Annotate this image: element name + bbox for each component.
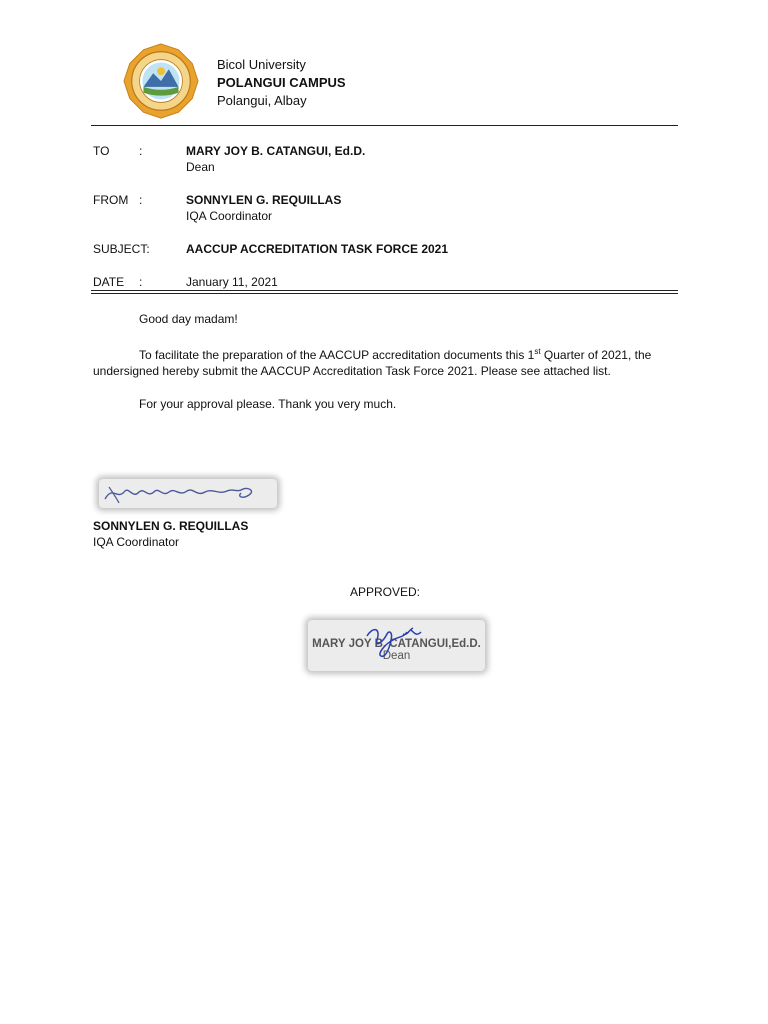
body-paragraph-part2: Quarter of 2021, the undersigned hereby submit the AACCUP Accreditation Task Force 2021. Please see attached list. — [93, 348, 652, 378]
campus-name: POLANGUI CAMPUS — [217, 75, 346, 90]
memo-header — [0, 0, 768, 300]
sender-name: SONNYLEN G. REQUILLAS — [93, 519, 249, 533]
subject-label: SUBJECT: — [93, 242, 150, 256]
campus-location: Polangui, Albay — [217, 93, 307, 108]
memo-body — [93, 311, 683, 412]
ordinal-suffix: st — [534, 347, 541, 356]
to-name: MARY JOY B. CATANGUI, Ed.D. — [186, 144, 366, 158]
sender-title: IQA Coordinator — [93, 535, 180, 549]
date-colon: : — [139, 275, 143, 289]
subject-value: AACCUP ACCREDITATION TASK FORCE 2021 — [186, 242, 449, 256]
date-label: DATE — [93, 275, 125, 289]
sender-signature — [99, 479, 277, 508]
approval-stamp — [308, 620, 485, 671]
approver-name: MARY JOY B. CATANGUI,Ed.D. — [312, 638, 481, 650]
approver-signature-icon — [363, 622, 433, 662]
memo-divider-top — [91, 290, 678, 291]
body-paragraph-part1: To facilitate the preparation of the AACCUP accreditation documents this 1 — [139, 348, 535, 362]
from-name: SONNYLEN G. REQUILLAS — [186, 193, 342, 207]
closing-line: For your approval please. Thank you very much. — [139, 397, 397, 411]
from-title: IQA Coordinator — [186, 209, 273, 223]
to-title: Dean — [186, 160, 215, 174]
greeting: Good day madam! — [139, 312, 238, 326]
from-label: FROM — [93, 193, 129, 207]
from-colon: : — [139, 193, 143, 207]
sender-block — [93, 518, 248, 550]
to-label: TO — [93, 144, 110, 158]
signature-scribble-icon — [99, 479, 277, 508]
approver-title: Dean — [382, 650, 411, 662]
memo-divider-bottom — [91, 293, 678, 294]
to-colon: : — [139, 144, 143, 158]
date-value: January 11, 2021 — [186, 275, 278, 289]
body-paragraph — [93, 344, 683, 379]
university-name: Bicol University — [217, 57, 306, 72]
approved-label: APPROVED: — [350, 585, 421, 599]
